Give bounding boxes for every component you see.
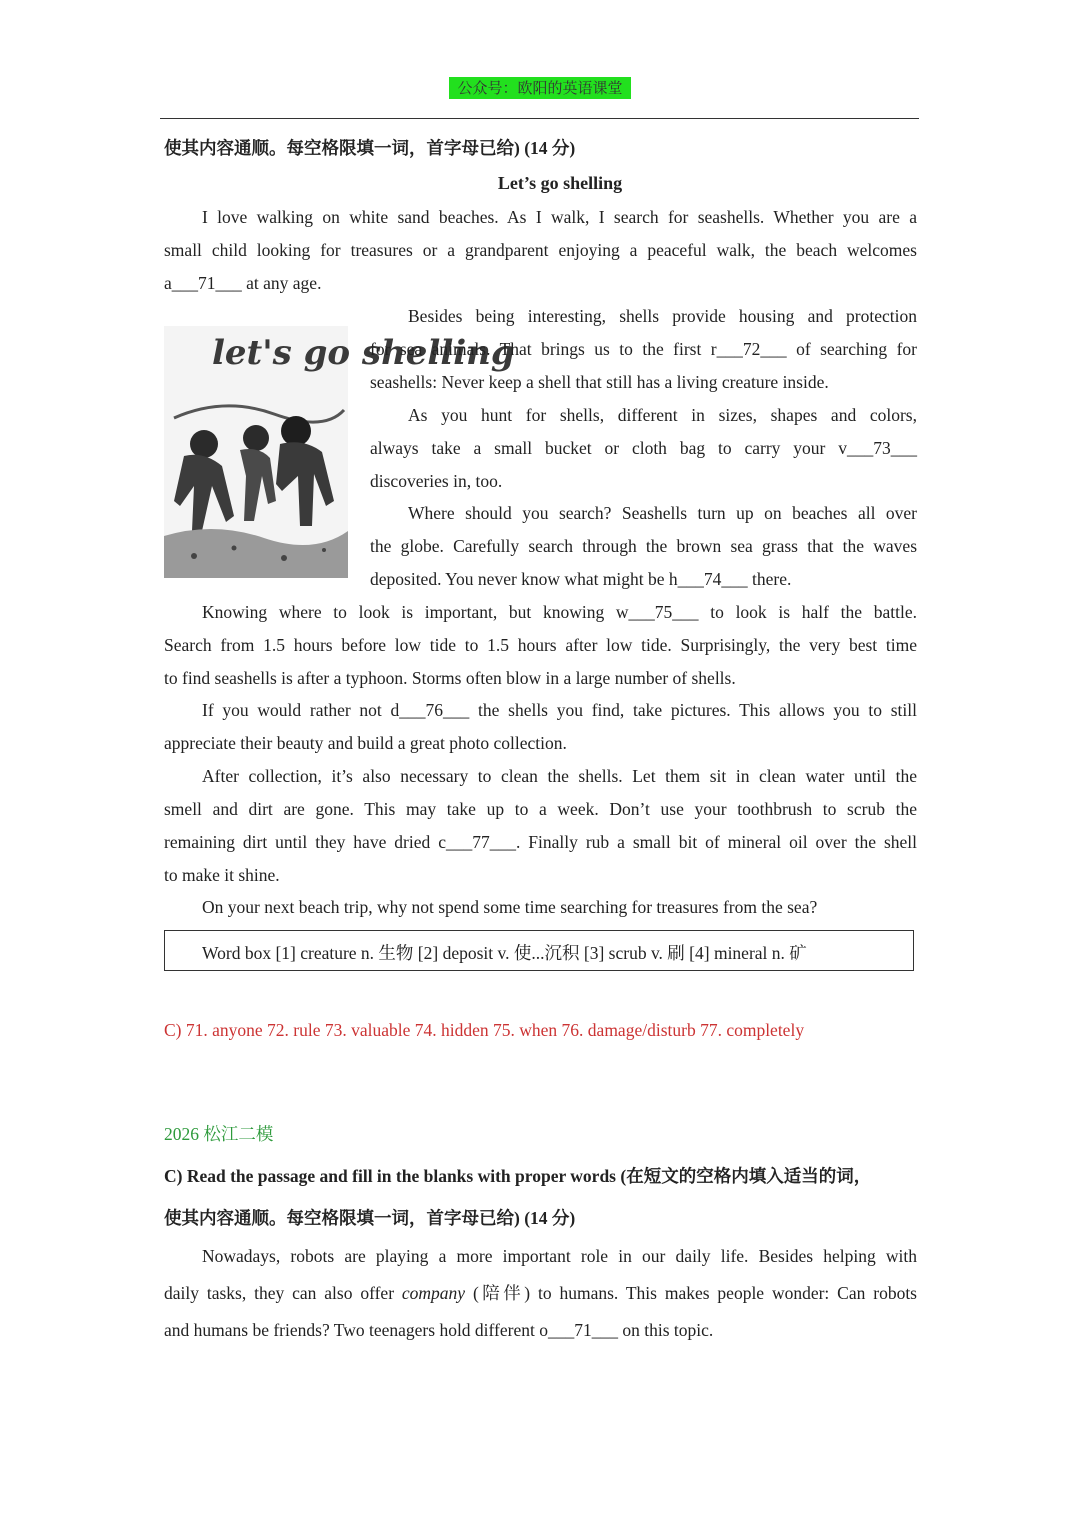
paragraph-line: If you would rather not d___76___ the shells you find, take pictures. This allows you to still: [202, 700, 917, 720]
paragraph-line: and humans be friends? Two teenagers hold different o___71___ on this topic.: [164, 1320, 714, 1340]
text-segment: (陪伴) to humans. This makes people wonder: Can robots: [465, 1283, 917, 1303]
paragraph-line: I love walking on white sand beaches. As I walk, I search for seashells. Whether you are a: [202, 207, 917, 227]
paragraph-line: [164, 1281, 917, 1305]
answer-key: C) 71. anyone 72. rule 73. valuable 74. hidden 75. when 76. damage/disturb 77. completely: [164, 1020, 805, 1040]
paragraph-line: Where should you search? Seashells turn up on beaches all over: [408, 503, 917, 523]
paragraph-line: smell and dirt are gone. This may take up to a week. Don’t use your toothbrush to scrub the: [164, 799, 917, 819]
paragraph-line: for sea animals. That brings us to the first r___72___ of searching for: [370, 339, 917, 359]
exam-source: 2026 松江二模: [164, 1124, 274, 1144]
instruction-line: 使其内容通顺。每空格限填一词，首字母已给) (14 分): [164, 1208, 576, 1228]
header-tag: 公众号：欧阳的英语课堂: [449, 77, 631, 99]
paragraph-line: a___71___ at any age.: [164, 273, 322, 293]
paragraph-line: deposited. You never know what might be h___74___ there.: [370, 569, 792, 589]
paragraph-line: Besides being interesting, shells provide housing and protection: [408, 306, 917, 326]
paragraph-line: Nowadays, robots are playing a more important role in our daily life. Besides helping with: [202, 1246, 917, 1266]
paragraph-line: the globe. Carefully search through the brown sea grass that the waves: [370, 536, 917, 556]
paragraph-line: to make it shine.: [164, 865, 280, 885]
paragraph-line: On your next beach trip, why not spend some time searching for treasures from the sea?: [202, 897, 818, 917]
paragraph-line: remaining dirt until they have dried c___77___. Finally rub a small bit of mineral oil over the shell: [164, 832, 917, 852]
paragraph-line: to find seashells is after a typhoon. Storms often blow in a large number of shells.: [164, 668, 736, 688]
paragraph-line: small child looking for treasures or a grandparent enjoying a peaceful walk, the beach welcomes: [164, 240, 917, 260]
paragraph-line: seashells: Never keep a shell that still has a living creature inside.: [370, 372, 829, 392]
emphasized-word: company: [401, 1283, 466, 1303]
paragraph-line: discoveries in, too.: [370, 471, 503, 491]
paragraph-line: always take a small bucket or cloth bag to carry your v___73___: [370, 438, 917, 458]
paragraph-line: After collection, it’s also necessary to clean the shells. Let them sit in clean water until the: [202, 766, 917, 786]
paragraph-line: As you hunt for shells, different in sizes, shapes and colors,: [408, 405, 917, 425]
header-divider: [160, 118, 919, 119]
illustration-lettering: let's go shelling: [212, 333, 515, 373]
paragraph-line: Search from 1.5 hours before low tide to 1.5 hours after low tide. Surprisingly, the very best time: [164, 635, 917, 655]
word-box-text: Word box [1] creature n. 生物 [2] deposit v. 使...沉积 [3] scrub v. 刷 [4] mineral n. 矿: [202, 943, 807, 963]
instruction-line: C) Read the passage and fill in the blanks with proper words (在短文的空格内填入适当的词，: [164, 1166, 872, 1186]
text-segment: daily tasks, they can also offer: [164, 1283, 402, 1303]
paragraph-line: Knowing where to look is important, but knowing w___75___ to look is half the battle.: [202, 602, 917, 622]
word-box: [164, 930, 914, 971]
instruction-continuation: 使其内容通顺。每空格限填一词，首字母已给) (14 分): [164, 138, 576, 158]
paragraph-line: appreciate their beauty and build a great photo collection.: [164, 733, 567, 753]
passage-title: Let’s go shelling: [497, 173, 623, 193]
